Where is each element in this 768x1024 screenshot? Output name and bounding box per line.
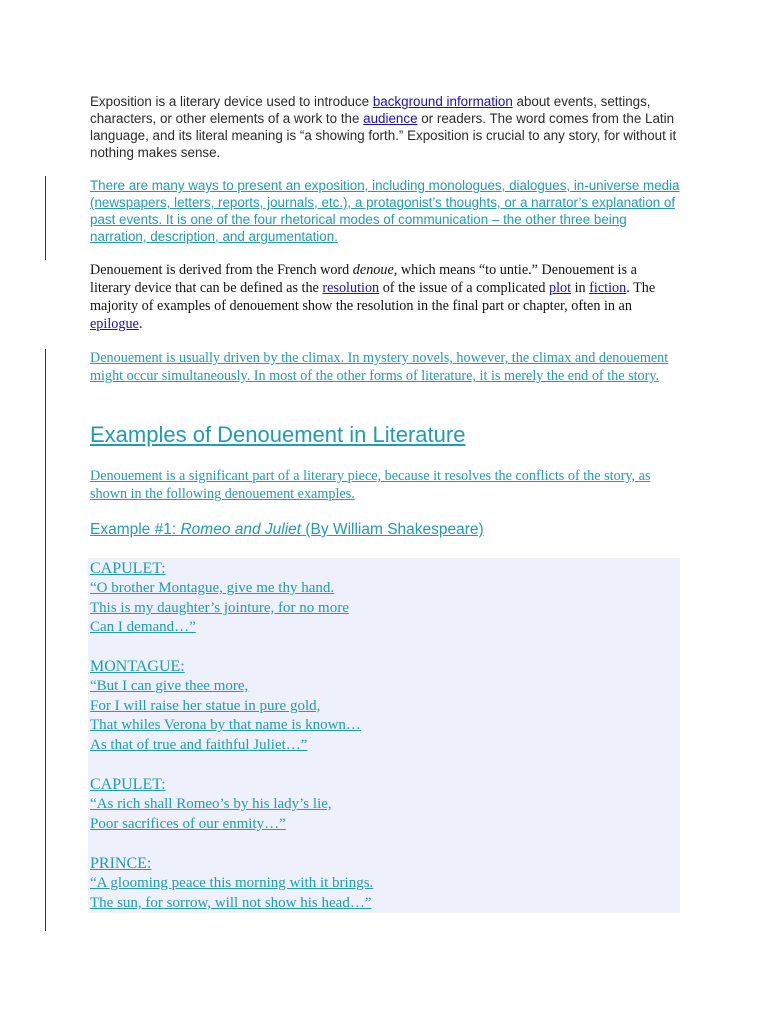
section-heading: Examples of Denouement in Literature [90, 422, 466, 447]
speaker-name: MONTAGUE: [90, 658, 185, 675]
climax-paragraph: Denouement is usually driven by the climax. In mystery novels, however, the climax and denouement might occur simultaneously. In most of the other forms of literature, it is merely the end of the story. [90, 350, 669, 384]
exposition-methods-paragraph: There are many ways to present an exposition, including monologues, dialogues, in-universe media (newspapers, letters, reports, journals, etc.), a protagonist’s thoughts, or a narrator’s explanation of past events. It is one of the four rhetorical modes of communication – the other three being narration, description, and argumentation. [90, 178, 680, 244]
resolution-link[interactable]: resolution [322, 280, 380, 296]
speaker-name: CAPULET: [90, 560, 166, 577]
change-bar [45, 349, 46, 931]
verse-line: “O brother Montague, give me thy hand. [90, 580, 335, 596]
verse-line: “A glooming peace this morning with it brings. [90, 875, 374, 891]
stanza [90, 657, 670, 756]
verse-line: This is my daughter’s jointure, for no more [90, 599, 349, 616]
verse-line: The sun, for sorrow, will not show his head…” [90, 894, 372, 911]
speaker-name: PRINCE: [90, 855, 152, 872]
verse-line: Can I demand…” [90, 619, 196, 636]
fiction-link[interactable]: fiction [589, 280, 627, 296]
exposition-paragraph: Exposition is a literary device used to introduce background information about events, settings, characters, or other elements of a work to the audience or readers. The word comes from the Latin language, and its literal meaning is “a showing forth.” Exposition is crucial to any story, for without it nothing makes sense. [90, 94, 677, 160]
plot-link[interactable]: plot [548, 280, 572, 296]
verse-line: For I will raise her statue in pure gold, [90, 697, 321, 714]
speaker-name: CAPULET: [90, 776, 166, 793]
epilogue-link[interactable]: epilogue [90, 316, 139, 332]
verse-line: Poor sacrifices of our enmity…” [90, 815, 286, 832]
verse-line: “As rich shall Romeo’s by his lady’s lie, [90, 796, 332, 812]
verse-line: That whiles Verona by that name is known… [90, 717, 361, 734]
change-bar [45, 176, 46, 260]
verse-line: As that of true and faithful Juliet…” [90, 737, 308, 754]
stanza [90, 775, 670, 834]
audience-link[interactable]: audience [363, 111, 418, 126]
verse-line: “But I can give thee more, [90, 678, 249, 694]
stanza [90, 854, 670, 913]
examples-intro-paragraph: Denouement is a significant part of a literary piece, because it resolves the conflicts of the story, as shown in the following denouement examples. [90, 468, 651, 502]
background-information-link[interactable]: background information [372, 94, 513, 109]
example-heading: Example #1: Romeo and Juliet (By William Shakespeare) [90, 521, 484, 538]
stanza [90, 559, 670, 638]
denouement-definition-paragraph: Denouement is derived from the French word denoue, which means “to untie.” Denouement is a literary device that can be defined as the resolution of the issue of a complicated plot in fiction. The majority of examples of denouement show the resolution in the final part or chapter, often in an epilogue. [90, 262, 656, 332]
